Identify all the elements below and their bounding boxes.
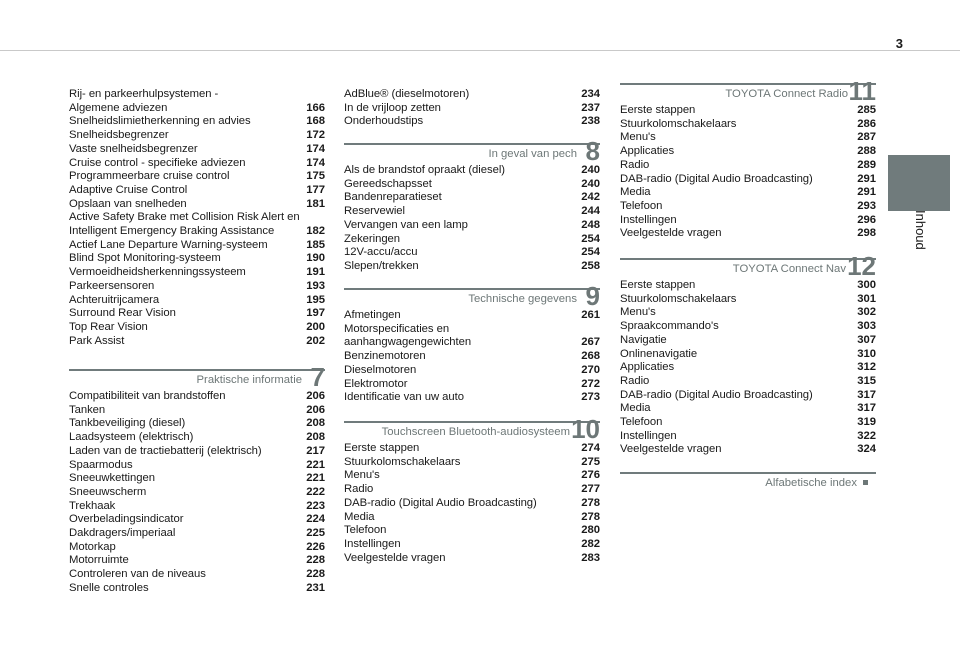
toc-entry-title: Actief Lane Departure Warning-systeem [69,238,268,251]
toc-entry-page: 261 [581,309,600,321]
toc-entry-page: 228 [306,554,325,567]
toc-entry-page: 272 [581,377,600,390]
toc-entry-page: 289 [857,158,876,171]
toc-entry-page: 195 [306,293,325,306]
toc-entry[interactable] [344,88,600,102]
toc-entry[interactable] [620,430,876,444]
toc-entry-page: 202 [306,334,325,347]
header-rule [0,50,960,51]
toc-entry-page: 208 [306,417,325,430]
toc-entry-page: 280 [581,524,600,537]
toc-entry[interactable] [69,225,325,239]
toc-list [69,88,325,348]
toc-entry-page: 193 [306,279,325,292]
toc-entry-page: 312 [857,361,876,374]
section-rule [344,288,600,290]
toc-entry-title: Telefoon [620,199,663,212]
toc-entry-title: Instellingen [344,537,401,550]
toc-entry-title: Controleren van de niveaus [69,568,206,581]
toc-entry-title: Sneeuwscherm [69,485,147,498]
toc-entry-page: 225 [306,527,325,540]
toc-entry-page: 282 [581,537,600,550]
toc-entry[interactable] [69,459,325,473]
toc-list [620,104,876,241]
toc-entry-page: 237 [581,101,600,114]
toc-entry[interactable] [69,500,325,514]
toc-entry[interactable] [344,115,600,129]
toc-entry[interactable] [69,431,325,445]
toc-entry[interactable] [344,378,600,392]
toc-entry-title: Active Safety Brake met Collision Risk Alert en [69,211,300,224]
section-rule [620,472,876,474]
toc-entry[interactable] [69,184,325,198]
toc-entry-page: 303 [857,320,876,333]
toc-entry[interactable] [620,402,876,416]
toc-entry-page: 185 [306,238,325,251]
toc-entry[interactable] [69,527,325,541]
toc-entry[interactable] [69,541,325,555]
toc-entry[interactable] [69,335,325,349]
toc-entry[interactable] [69,390,325,404]
toc-entry-title: Tanken [69,403,106,416]
toc-entry-page: 175 [306,170,325,183]
toc-entry[interactable] [620,443,876,457]
toc-entry-page: 206 [306,390,325,402]
toc-entry-title: Veelgestelde vragen [344,551,446,564]
square-bullet-icon [863,480,868,485]
toc-entry-title: Algemene adviezen [69,101,168,114]
toc-entry-page: 174 [306,156,325,169]
toc-entry[interactable] [69,157,325,171]
toc-entry-title: Vervangen van een lamp [344,218,468,231]
toc-entry[interactable] [69,88,325,102]
toc-entry-page: 177 [306,183,325,196]
toc-entry-title: Vermoeidheidsherkenningssysteem [69,266,246,279]
toc-entry-page: 231 [306,581,325,594]
toc-entry[interactable] [344,442,600,456]
toc-entry-page: 310 [857,347,876,360]
toc-entry-title: Dieselmotoren [344,363,417,376]
toc-entry[interactable] [620,173,876,187]
toc-entry-page: 291 [857,172,876,185]
toc-entry[interactable] [620,334,876,348]
index-heading[interactable] [620,470,876,494]
toc-entry[interactable] [344,391,600,405]
page-number: 3 [895,36,903,51]
toc-entry-title: Identificatie van uw auto [344,391,464,404]
toc-list [69,390,325,596]
toc-entry-title: DAB-radio (Digital Audio Broadcasting) [344,496,537,509]
section-number: 7 [310,362,325,392]
toc-entry-page: 244 [581,205,600,218]
toc-entry[interactable] [620,200,876,214]
section-title: Technische gegevens [468,293,577,305]
toc-entry-title: Menu's [620,131,656,144]
toc-list [344,88,600,129]
section-heading-9[interactable] [344,281,600,311]
toc-entry-page: 283 [581,551,600,564]
toc-entry[interactable] [69,102,325,116]
toc-entry-page: 275 [581,455,600,468]
toc-entry[interactable] [69,554,325,568]
toc-entry[interactable] [620,320,876,334]
toc-entry-title: Opslaan van snelheden [69,197,187,210]
toc-entry-page: 234 [581,88,600,100]
section-number: 8 [585,136,600,166]
toc-entry[interactable] [69,404,325,418]
toc-entry[interactable] [344,511,600,525]
toc-entry-page: 276 [581,469,600,482]
toc-entry-title: Laden van de tractiebatterij (elektrisch) [69,444,262,457]
toc-entry[interactable] [69,472,325,486]
index-title [765,477,868,489]
toc-entry[interactable] [620,131,876,145]
toc-entry-page: 206 [306,403,325,416]
toc-entry[interactable] [344,350,600,364]
toc-entry[interactable] [620,118,876,132]
toc-entry-page: 291 [857,186,876,199]
toc-entry-title: Instellingen [620,429,677,442]
toc-entry[interactable] [69,582,325,596]
toc-entry-title: Veelgestelde vragen [620,443,722,456]
toc-entry-page: 274 [581,442,600,454]
toc-entry[interactable] [620,279,876,293]
toc-entry-title: Telefoon [344,524,387,537]
toc-entry[interactable] [620,104,876,118]
toc-entry-title: Achteruitrijcamera [69,293,160,306]
toc-entry-page: 226 [306,540,325,553]
toc-entry-title: Radio [620,374,650,387]
toc-entry-page: 270 [581,363,600,376]
section-rule [69,369,325,371]
toc-entry-page: 174 [306,142,325,155]
toc-entry[interactable] [620,361,876,375]
toc-entry-title: Instellingen [620,213,677,226]
toc-entry[interactable] [344,469,600,483]
toc-entry-page: 267 [581,336,600,349]
toc-entry-title: Menu's [344,469,380,482]
toc-entry-title: Compatibiliteit van brandstoffen [69,390,226,402]
toc-entry[interactable] [344,552,600,566]
toc-entry-page: 166 [306,101,325,114]
toc-entry[interactable] [344,164,600,178]
section-number: 10 [571,414,600,444]
toc-entry[interactable] [69,294,325,308]
toc-entry[interactable] [69,115,325,129]
toc-entry[interactable] [620,159,876,173]
toc-entry-title: DAB-radio (Digital Audio Broadcasting) [620,388,813,401]
toc-entry[interactable] [344,246,600,260]
toc-entry-page: 301 [857,292,876,305]
toc-entry-title: Elektromotor [344,377,408,390]
toc-entry-title: In de vrijloop zetten [344,101,441,114]
section-rule [620,83,876,85]
toc-entry-page: 240 [581,177,600,190]
toc-entry-page: 286 [857,117,876,130]
toc-entry-title: Blind Spot Monitoring-systeem [69,252,221,265]
toc-entry-page: 278 [581,496,600,509]
toc-entry-page: 268 [581,350,600,363]
toc-entry[interactable] [69,321,325,335]
toc-entry-title: Surround Rear Vision [69,307,176,320]
toc-entry-page: 208 [306,431,325,444]
toc-entry-page: 224 [306,513,325,526]
toc-entry-title: Gereedschapsset [344,177,432,190]
toc-list [620,279,876,457]
section-heading-10[interactable] [344,414,600,444]
toc-entry-page: 319 [857,416,876,429]
toc-entry-title: Media [620,402,651,415]
section-title: Praktische informatie [196,374,302,386]
toc-entry-title: Slepen/trekken [344,259,419,272]
toc-entry-page: 222 [306,485,325,498]
toc-entry-title: Snelheidslimietherkenning en advies [69,115,251,128]
toc-entry-title: Dakdragers/imperiaal [69,527,176,540]
toc-entry-title: Motorspecificaties en [344,322,450,335]
toc-entry-title: Menu's [620,306,656,319]
toc-entry[interactable] [344,524,600,538]
toc-entry-page: 258 [581,259,600,272]
toc-entry-page: 285 [857,104,876,116]
toc-entry-page: 254 [581,232,600,245]
toc-entry-page: 315 [857,374,876,387]
toc-entry[interactable] [69,417,325,431]
toc-entry[interactable] [69,170,325,184]
toc-entry[interactable] [69,568,325,582]
toc-entry[interactable] [344,191,600,205]
toc-entry[interactable] [69,143,325,157]
toc-entry-title: Overbeladingsindicator [69,513,184,526]
toc-entry-title: Navigatie [620,333,667,346]
toc-entry[interactable] [344,205,600,219]
toc-entry-title: Spraakcommando's [620,320,719,333]
toc-entry[interactable] [620,375,876,389]
toc-entry-title: Radio [344,483,374,496]
toc-entry-title: Trekhaak [69,499,116,512]
toc-entry-page: 307 [857,333,876,346]
toc-entry-page: 242 [581,191,600,204]
toc-entry-title: aanhangwagengewichten [344,336,472,349]
toc-entry-page: 273 [581,391,600,404]
toc-entry-title: Benzinemotoren [344,350,426,363]
toc-entry-page: 200 [306,320,325,333]
toc-entry-page: 254 [581,246,600,259]
toc-entry-page: 248 [581,218,600,231]
toc-entry-page: 288 [857,145,876,158]
toc-entry-page: 322 [857,429,876,442]
toc-entry[interactable] [620,389,876,403]
toc-entry[interactable] [620,416,876,430]
toc-entry[interactable] [620,214,876,228]
toc-entry[interactable] [620,348,876,362]
toc-entry[interactable] [344,456,600,470]
toc-entry[interactable] [344,309,600,323]
toc-entry[interactable] [620,293,876,307]
toc-entry[interactable] [620,227,876,241]
toc-entry-title: DAB-radio (Digital Audio Broadcasting) [620,172,813,185]
toc-entry[interactable] [344,497,600,511]
toc-entry[interactable] [344,260,600,274]
toc-entry-title: AdBlue® (dieselmotoren) [344,88,470,100]
toc-entry[interactable] [620,145,876,159]
toc-entry-title: Eerste stappen [620,279,696,291]
toc-entry-page: 317 [857,402,876,415]
toc-entry-page: 168 [306,115,325,128]
toc-entry[interactable] [69,198,325,212]
toc-entry[interactable] [69,211,325,225]
toc-entry-title: Adaptive Cruise Control [69,183,188,196]
section-tab-label: Inhoud [913,210,928,250]
toc-entry-page: 277 [581,483,600,496]
toc-entry-page: 296 [857,213,876,226]
toc-entry-title: Eerste stappen [620,104,696,116]
toc-entry-title: Reservewiel [344,205,405,218]
section-title: TOYOTA Connect Nav [732,263,846,275]
toc-entry-page: 287 [857,131,876,144]
toc-entry[interactable] [344,323,600,337]
toc-entry-title: Zekeringen [344,232,401,245]
toc-entry-page: 298 [857,227,876,240]
toc-entry-title: Telefoon [620,416,663,429]
toc-entry[interactable] [69,252,325,266]
toc-list [344,164,600,274]
toc-entry-page: 221 [306,472,325,485]
toc-entry[interactable] [344,219,600,233]
toc-entry[interactable] [69,239,325,253]
toc-entry[interactable] [620,306,876,320]
section-title: Touchscreen Bluetooth-audiosysteem [381,426,570,438]
toc-entry[interactable] [69,445,325,459]
section-rule [620,258,876,260]
toc-entry-title: Applicaties [620,145,675,158]
toc-entry-page: 182 [306,225,325,238]
toc-entry[interactable] [69,513,325,527]
toc-entry-page: 240 [581,164,600,176]
toc-list [344,309,600,405]
toc-entry-title: Veelgestelde vragen [620,227,722,240]
section-title: TOYOTA Connect Radio [725,88,848,100]
toc-entry-page: 238 [581,115,600,128]
toc-entry-title: Bandenreparatieset [344,191,442,204]
toc-entry-page: 223 [306,499,325,512]
toc-entry[interactable] [69,129,325,143]
section-tab-marker [888,155,950,211]
toc-entry[interactable] [69,307,325,321]
toc-entry-page: 190 [306,252,325,265]
toc-entry-title: Tankbeveiliging (diesel) [69,417,186,430]
toc-entry[interactable] [344,336,600,350]
toc-entry[interactable] [344,483,600,497]
toc-entry[interactable] [344,233,600,247]
toc-entry-page: 172 [306,129,325,142]
toc-entry-page: 228 [306,568,325,581]
toc-entry-page: 181 [306,197,325,210]
toc-entry-title: Media [620,186,651,199]
toc-entry-title: Motorkap [69,540,116,553]
toc-entry-title: Vaste snelheidsbegrenzer [69,142,198,155]
toc-entry-title: Programmeerbare cruise control [69,170,230,183]
section-rule [344,421,600,423]
toc-entry[interactable] [344,538,600,552]
section-heading-12[interactable] [620,251,876,281]
toc-entry[interactable] [69,280,325,294]
toc-entry-title: Afmetingen [344,309,401,321]
toc-entry-title: Als de brandstof opraakt (diesel) [344,164,505,176]
section-heading-7[interactable] [69,362,325,392]
toc-entry-page: 293 [857,199,876,212]
toc-entry-page: 221 [306,458,325,471]
toc-entry[interactable] [344,364,600,378]
toc-entry-page: 197 [306,307,325,320]
toc-entry-title: Applicaties [620,361,675,374]
section-heading-8[interactable] [344,136,600,166]
toc-entry-title: Top Rear Vision [69,320,148,333]
section-number: 12 [847,251,876,281]
section-title: In geval van pech [488,148,577,160]
section-rule [344,143,600,145]
toc-entry-title: Media [344,510,375,523]
toc-entry[interactable] [344,102,600,116]
toc-entry-title: Park Assist [69,334,125,347]
toc-entry[interactable] [69,266,325,280]
toc-entry-page: 278 [581,510,600,523]
toc-entry-page: 302 [857,306,876,319]
toc-entry-title: Cruise control - specifieke adviezen [69,156,246,169]
section-number: 11 [848,76,876,106]
toc-entry-title: Stuurkolomschakelaars [344,455,461,468]
toc-entry-title: Stuurkolomschakelaars [620,117,737,130]
toc-entry[interactable] [344,178,600,192]
toc-entry-page: 324 [857,443,876,456]
toc-entry-title: Snelle controles [69,581,149,594]
toc-entry-title: Onlinenavigatie [620,347,698,360]
toc-entry-title: Spaarmodus [69,458,133,471]
toc-entry-title: Parkeersensoren [69,279,155,292]
toc-entry-title: Laadsysteem (elektrisch) [69,431,194,444]
toc-entry-title: Intelligent Emergency Braking Assistance [69,225,275,238]
toc-entry-page: 217 [306,444,325,457]
toc-entry-title: Stuurkolomschakelaars [620,292,737,305]
toc-entry-page: 300 [857,279,876,291]
toc-entry-title: Rij- en parkeerhulpsystemen - [69,88,219,100]
toc-entry[interactable] [620,186,876,200]
toc-entry-title: Eerste stappen [344,442,420,454]
index-title-text: Alfabetische index [765,477,857,489]
section-number: 9 [585,281,600,311]
toc-entry-title: Radio [620,158,650,171]
toc-entry[interactable] [69,486,325,500]
section-heading-11[interactable] [620,76,876,106]
toc-entry-page: 317 [857,388,876,401]
toc-entry-title: Onderhoudstips [344,115,424,128]
toc-list [344,442,600,565]
toc-entry-title: 12V-accu/accu [344,246,418,259]
toc-entry-page: 191 [306,266,325,279]
toc-entry-title: Snelheidsbegrenzer [69,129,169,142]
toc-entry-title: Motorruimte [69,554,129,567]
toc-entry-title: Sneeuwkettingen [69,472,155,485]
